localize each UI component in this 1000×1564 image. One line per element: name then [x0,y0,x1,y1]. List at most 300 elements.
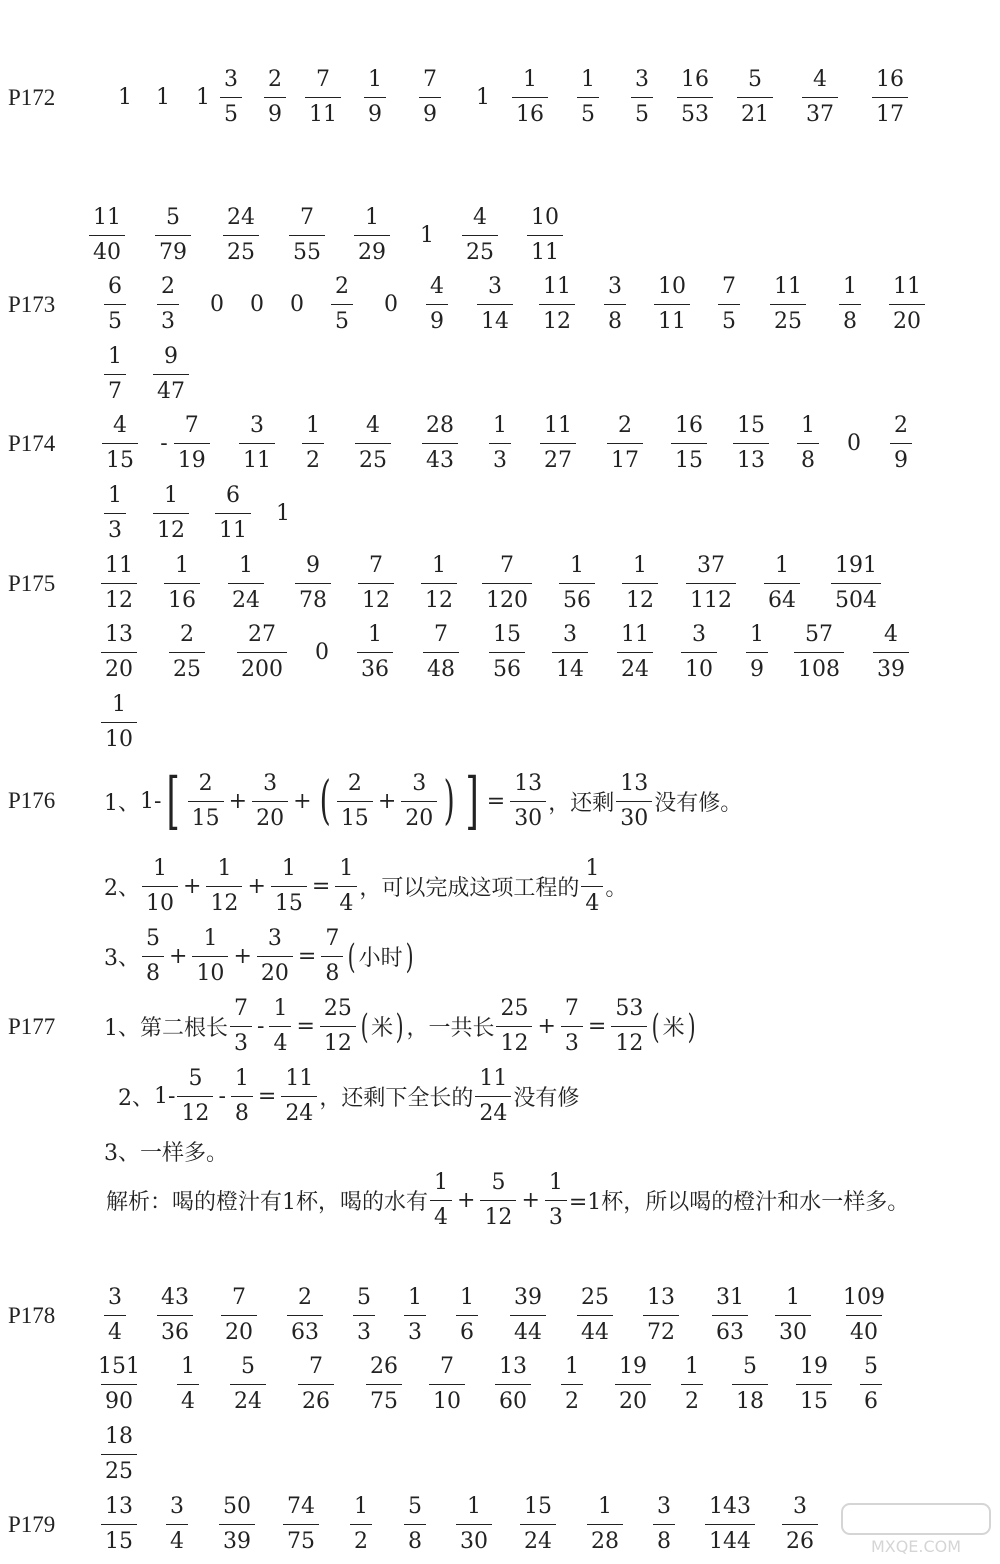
denominator: 16 [512,97,548,126]
denominator: 21 [737,97,773,126]
math-token: 30 [616,801,652,830]
left-bracket: [ [166,764,181,837]
fraction [257,928,293,985]
numerator: 11 [105,552,133,578]
answer-item [503,1484,573,1564]
denominator: 25 [101,1454,137,1483]
answer-item [412,1344,482,1424]
denominator: 8 [653,1524,675,1553]
math-token: 7 [234,996,249,1021]
denominator: 8 [797,443,819,472]
fraction [423,621,459,682]
fraction [188,770,224,831]
numerator: 25 [581,1284,609,1310]
denominator: 90 [101,1384,137,1413]
answer-row [0,195,1000,275]
numerator: 1 [633,552,647,578]
math-token: 3、一样多。 [104,1141,228,1166]
math-token: 11 [285,1066,314,1091]
denominator: 15 [671,443,707,472]
answer-item [404,543,474,623]
numerator: 50 [223,1493,251,1519]
fraction [157,273,179,334]
math-token: 4 [335,886,357,915]
fraction [631,66,653,127]
fraction [831,552,881,613]
numerator: 15 [737,412,765,438]
answer-item [542,543,612,623]
numerator: 7 [434,621,448,647]
answer-item [340,612,410,692]
denominator: 2 [561,1384,583,1413]
fraction [653,1493,675,1554]
math-token: ) [443,771,455,831]
whole-number: 1 [276,500,290,526]
math-token: 20 [401,801,437,830]
math-token: 2 [347,770,362,796]
math-token: 米 [662,1016,685,1041]
numerator: 3 [108,1284,122,1310]
math-token: 3 [263,770,278,796]
denominator: 12 [358,583,394,612]
fraction [430,1172,452,1229]
fraction [419,66,441,127]
fraction [775,1284,811,1345]
math-token: ， [406,1016,429,1041]
fraction [174,412,210,473]
denominator: 504 [831,583,881,612]
fraction [404,1493,426,1554]
p177-problem-1 [104,998,698,1055]
math-token: 第二根长 [140,1016,229,1041]
math-token: 8 [142,956,164,985]
fraction [617,621,653,682]
denominator: 40 [846,1315,882,1344]
math-token: + [228,788,248,814]
denominator: 39 [219,1524,255,1553]
denominator: 56 [489,652,525,681]
fraction [230,1353,266,1414]
answer-item [829,1275,899,1355]
denominator: 12 [539,304,575,333]
fraction [527,204,563,265]
fraction [604,273,626,334]
fraction [712,1284,748,1345]
fraction [320,998,356,1055]
answer-item [821,543,891,623]
numerator: 3 [563,621,577,647]
answer-item [136,473,206,553]
numerator: 11 [893,273,921,299]
math-token: 7 [564,996,579,1021]
numerator: 1 [368,66,382,92]
numerator: 10 [531,204,559,230]
answer-row [0,1275,1000,1355]
math-token: 3 [267,926,282,951]
denominator: 78 [295,583,331,612]
fraction [177,1068,213,1125]
numerator: 1 [581,66,595,92]
denominator: 14 [477,304,513,333]
math-token: 1 [217,856,232,881]
numerator: 3 [488,273,502,299]
p176-problem-1 [104,764,743,837]
math-token: + [521,1188,540,1213]
fraction [221,1284,257,1345]
denominator: 72 [643,1315,679,1344]
math-token: 20 [252,801,288,830]
denominator: 39 [873,652,909,681]
fraction [104,1284,126,1345]
answer-item [213,1344,283,1424]
math-token: - [257,1014,265,1039]
numerator: 7 [369,552,383,578]
fraction [733,412,769,473]
answer-row [0,612,1000,692]
numerator: 1 [108,343,122,369]
fraction [155,204,191,265]
answer-item [600,612,670,692]
fraction [298,1353,334,1414]
answer-item [866,403,936,483]
denominator: 10 [101,722,137,751]
whole-number: 1 [476,84,490,110]
fraction [643,1284,679,1345]
fraction [206,858,242,915]
denominator: 2 [681,1384,703,1413]
denominator: 9 [364,97,386,126]
math-token: 24 [281,1096,317,1125]
math-token: 一共长 [428,1016,495,1041]
answer-item [472,612,542,692]
denominator: 64 [764,583,800,612]
p176-problem-3 [104,928,416,985]
answer-item [439,1484,509,1564]
math-token: = [297,944,317,969]
numerator: 5 [166,204,180,230]
fraction [677,66,713,127]
fraction [264,66,286,127]
whole-number: 1 [118,84,132,110]
denominator: 17 [872,97,908,126]
denominator: 75 [366,1384,402,1413]
numerator: 5 [864,1353,878,1379]
numerator: 1 [175,552,189,578]
numerator: 2 [180,621,194,647]
whole-number: 1 [156,84,170,110]
numerator: 1 [750,621,764,647]
whole-number: 0 [315,639,329,665]
denominator: 55 [289,235,325,264]
numerator: 7 [440,1353,454,1379]
numerator: 28 [426,412,454,438]
fraction [335,858,357,915]
fraction [860,1353,882,1414]
numerator: 19 [800,1353,828,1379]
fraction [289,204,325,265]
numerator: 6 [226,482,240,508]
denominator: 18 [732,1384,768,1413]
numerator: 3 [250,412,264,438]
svg-text:MXQE.COM: MXQE.COM [870,1537,962,1556]
answer-item [537,1344,607,1424]
denominator: 3 [404,1315,426,1344]
fraction [230,998,252,1055]
fraction [219,1493,255,1554]
numerator: 9 [164,343,178,369]
numerator: 1 [368,621,382,647]
math-token: = [296,1014,315,1039]
math-token: 1 [585,856,600,881]
fraction [177,1353,199,1414]
denominator: 44 [577,1315,613,1344]
fraction [153,482,189,543]
numerator: 7 [309,1353,323,1379]
numerator: 1 [108,482,122,508]
fraction [732,1353,768,1414]
fraction [337,770,373,831]
answer-row [0,403,1000,483]
denominator: 63 [287,1315,323,1344]
answer-item [784,612,854,692]
answer-row [0,1414,1000,1494]
numerator: 18 [105,1423,133,1449]
numerator: 6 [108,273,122,299]
watermark-logo [836,1500,996,1556]
denominator: 5 [577,97,599,126]
denominator: 108 [794,652,844,681]
denominator: 15 [796,1384,832,1413]
numerator: 39 [514,1284,542,1310]
math-token: 3、 [104,946,140,971]
fraction [321,928,343,985]
denominator: 63 [712,1315,748,1344]
answer-item [281,1344,351,1424]
fraction [539,273,575,334]
math-token: 1、 [104,1016,140,1041]
denominator: 40 [89,235,125,264]
numerator: 1 [181,1353,195,1379]
fraction [401,770,437,831]
page-label: P179 [8,1512,56,1537]
math-token: 1 [234,1066,249,1091]
math-token: = [311,874,331,899]
answer-item [338,403,408,483]
fraction [456,1284,478,1345]
denominator: 3 [489,443,511,472]
numerator: 15 [524,1493,552,1519]
numerator: 3 [224,66,238,92]
answer-item [150,403,220,483]
math-token: + [169,944,188,969]
answer-item [856,612,926,692]
fraction [540,412,576,473]
fraction [796,1353,832,1414]
math-token: 10 [142,886,178,915]
denominator: 10 [429,1384,465,1413]
fraction [281,1068,317,1125]
math-token: 4 [269,1026,291,1055]
answer-item [72,195,142,275]
denominator: 8 [839,304,861,333]
math-token: 4 [581,886,603,915]
whole-number: 0 [384,291,398,317]
denominator: 14 [552,652,588,681]
denominator: 28 [587,1524,623,1553]
fraction [495,1353,531,1414]
math-token: 53 [615,996,644,1021]
fraction [561,998,583,1055]
denominator: 27 [540,443,576,472]
fraction [782,1493,818,1554]
denominator: 12 [153,513,189,542]
denominator: 60 [495,1384,531,1413]
fraction [287,1284,323,1345]
math-token: 。 [605,876,628,901]
fraction [577,1284,613,1345]
whole-number: 1 [196,84,210,110]
numerator: 24 [227,204,255,230]
denominator: 3 [104,513,126,542]
denominator: 4 [166,1524,188,1553]
numerator: 16 [876,66,904,92]
math-token: 3 [412,770,427,796]
denominator: 56 [559,583,595,612]
denominator: 5 [220,97,242,126]
fraction [228,552,264,613]
denominator: 9 [890,443,912,472]
fraction [101,1493,137,1554]
denominator: 112 [686,583,736,612]
answer-item [629,1484,699,1564]
denominator: 20 [615,1384,651,1413]
answer-item [722,612,792,692]
answer-row [0,57,1000,137]
p177-problem-3 [104,1136,228,1167]
fraction [104,482,126,543]
fraction [426,273,448,334]
fraction [101,552,137,613]
fraction [101,691,137,752]
math-token: 12 [611,1026,647,1055]
denominator: 3 [157,304,179,333]
numerator: 3 [793,1493,807,1519]
fraction [364,66,386,127]
numerator: 7 [232,1284,246,1310]
denominator: 47 [153,374,189,403]
answer-item [204,1275,274,1355]
fraction [607,412,643,473]
denominator: 24 [230,1384,266,1413]
answer-item [272,195,342,275]
fraction [237,621,287,682]
fraction [794,621,844,682]
fraction [475,1068,511,1125]
fraction [890,412,912,473]
denominator: 25 [355,443,391,472]
whole-number: 0 [290,291,304,317]
answer-item [84,612,154,692]
numerator: 16 [681,66,709,92]
math-token: 解析：喝的橙汁有1杯，喝的水有 [106,1190,428,1215]
math-token: = [257,1084,277,1109]
numerator: 11 [93,204,121,230]
numerator: 5 [748,66,762,92]
numerator: 74 [287,1493,315,1519]
fraction [770,273,806,334]
denominator: 11 [527,235,563,264]
answer-row [0,682,1000,762]
numerator: 1 [786,1284,800,1310]
math-token: + [293,788,312,814]
answer-item [278,543,348,623]
math-token: 1 [203,926,218,951]
whole-number: 0 [847,430,861,456]
numerator: 4 [473,204,487,230]
answer-item [493,1275,563,1355]
fraction [269,998,291,1055]
numerator: 5 [241,1353,255,1379]
numerator: 3 [692,621,706,647]
fraction [164,552,200,613]
math-token: 15 [337,801,373,830]
math-token: 12 [320,1026,356,1055]
numerator: 1 [354,1493,368,1519]
answer-row [0,334,1000,414]
answer-item [626,1275,696,1355]
answer-item [855,57,925,137]
fraction [839,273,861,334]
math-token: 13 [514,770,543,796]
page-label: P174 [8,431,56,456]
math-token: ) [395,1006,404,1047]
fraction [671,412,707,473]
fraction [462,204,498,265]
fraction [104,343,126,404]
denominator: 79 [155,235,191,264]
fraction [355,412,391,473]
denominator: 4 [177,1384,199,1413]
denominator: 25 [223,235,259,264]
problem-number: 1、 [104,790,140,816]
math-token: 7 [325,926,340,951]
fraction [477,273,513,334]
math-token: 米 [371,1016,394,1041]
answer-item [747,543,817,623]
math-token: + [247,874,266,899]
math-token: 8 [231,1096,253,1125]
page-label: P173 [8,292,56,317]
numerator: 9 [306,552,320,578]
fraction [422,412,458,473]
denominator: 26 [782,1524,818,1553]
fraction [101,1423,137,1484]
math-token: 15 [271,886,307,915]
numerator: 1 [460,1284,474,1310]
denominator: 26 [298,1384,334,1413]
fraction [718,273,740,334]
numerator: 5 [357,1284,371,1310]
fraction [581,858,603,915]
denominator: 9 [426,304,448,333]
answer-row [0,264,1000,344]
denominator: 7 [104,374,126,403]
denominator: 9 [419,97,441,126]
numerator: 4 [813,66,827,92]
fraction [802,66,838,127]
answer-item [758,1275,828,1355]
math-token: 1 [434,1170,448,1195]
